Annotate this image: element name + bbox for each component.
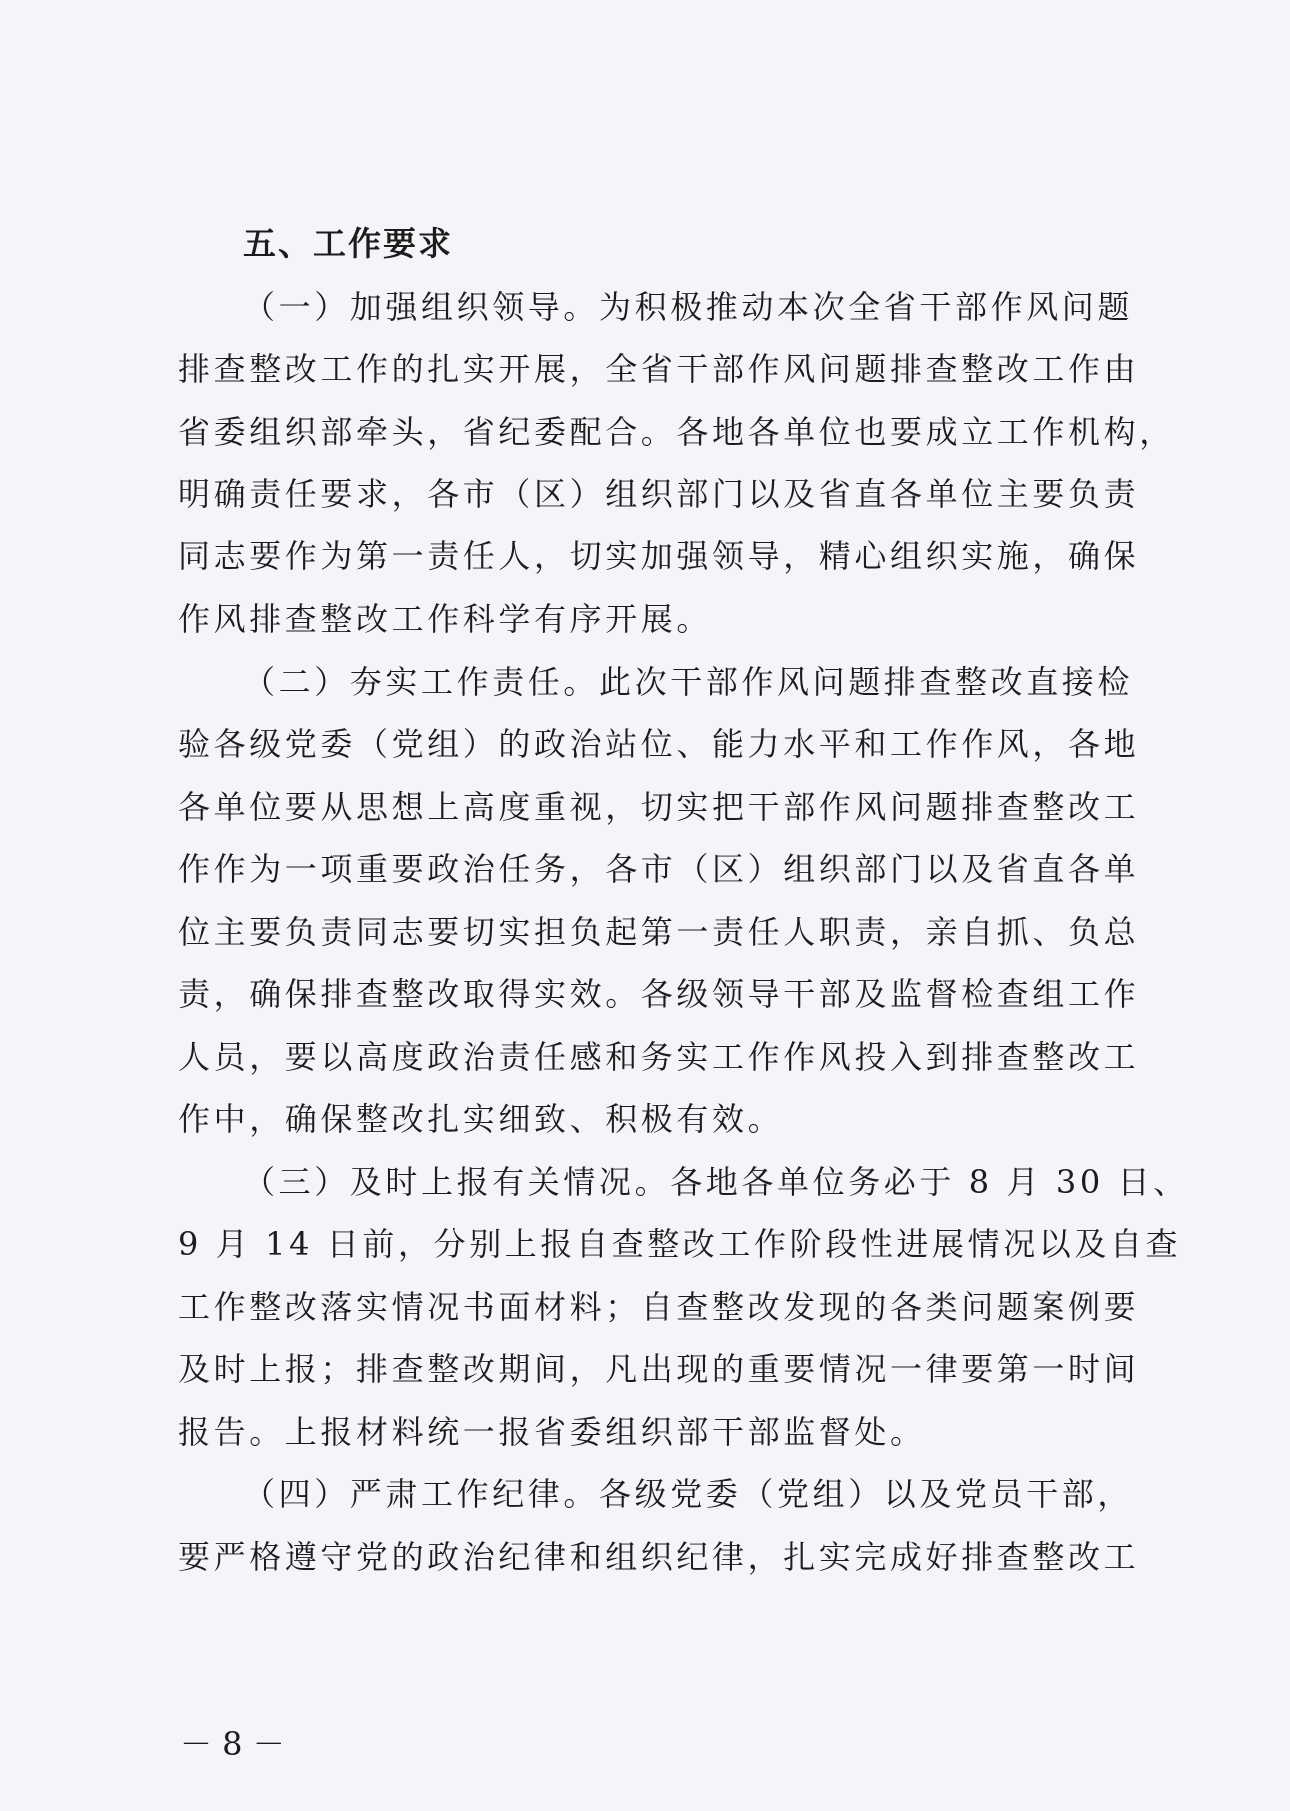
paragraph-line: 同志要作为第一责任人，切实加强领导，精心组织实施，确保 (178, 537, 1140, 575)
paragraph-line: 各单位要从思想上高度重视，切实把干部作风问题排查整改工 (178, 788, 1140, 826)
paragraph-line: 省委组织部牵头，省纪委配合。各地各单位也要成立工作机构， (178, 413, 1175, 451)
paragraph-line: （二）夯实工作责任。此次干部作风问题排查整改直接检 (243, 663, 1134, 701)
paragraph-line: 及时上报；排查整改期间，凡出现的重要情况一律要第一时间 (178, 1350, 1140, 1388)
paragraph-line: 排查整改工作的扎实开展，全省干部作风问题排查整改工作由 (178, 350, 1140, 388)
paragraph-line: 报告。上报材料统一报省委组织部干部监督处。 (178, 1413, 926, 1451)
paragraph-line: 9 月 14 日前，分别上报自查整改工作阶段性进展情况以及自查 (178, 1225, 1182, 1263)
paragraph-line: 验各级党委（党组）的政治站位、能力水平和工作作风，各地 (178, 725, 1140, 763)
paragraph-line: （一）加强组织领导。为积极推动本次全省干部作风问题 (243, 288, 1134, 326)
page-number: － 8 － (180, 1725, 285, 1763)
paragraph-line: 明确责任要求，各市（区）组织部门以及省直各单位主要负责 (178, 475, 1140, 513)
paragraph-line: （三）及时上报有关情况。各地各单位务必于 8 月 30 日、 (243, 1163, 1189, 1201)
paragraph-line: 作风排查整改工作科学有序开展。 (178, 600, 713, 638)
paragraph-line: 作作为一项重要政治任务，各市（区）组织部门以及省直各单 (178, 850, 1140, 888)
paragraph-line: 作中，确保整改扎实细致、积极有效。 (178, 1100, 784, 1138)
paragraph-line: 人员，要以高度政治责任感和务实工作作风投入到排查整改工 (178, 1038, 1140, 1076)
paragraph-line: 工作整改落实情况书面材料；自查整改发现的各类问题案例要 (178, 1288, 1140, 1326)
paragraph-line: （四）严肃工作纪律。各级党委（党组）以及党员干部， (243, 1475, 1134, 1513)
paragraph-line: 位主要负责同志要切实担负起第一责任人职责，亲自抓、负总 (178, 913, 1140, 951)
section-heading: 五、工作要求 (243, 224, 453, 263)
paragraph-line: 责，确保排查整改取得实效。各级领导干部及监督检查组工作 (178, 975, 1140, 1013)
paragraph-line: 要严格遵守党的政治纪律和组织纪律，扎实完成好排查整改工 (178, 1538, 1140, 1576)
